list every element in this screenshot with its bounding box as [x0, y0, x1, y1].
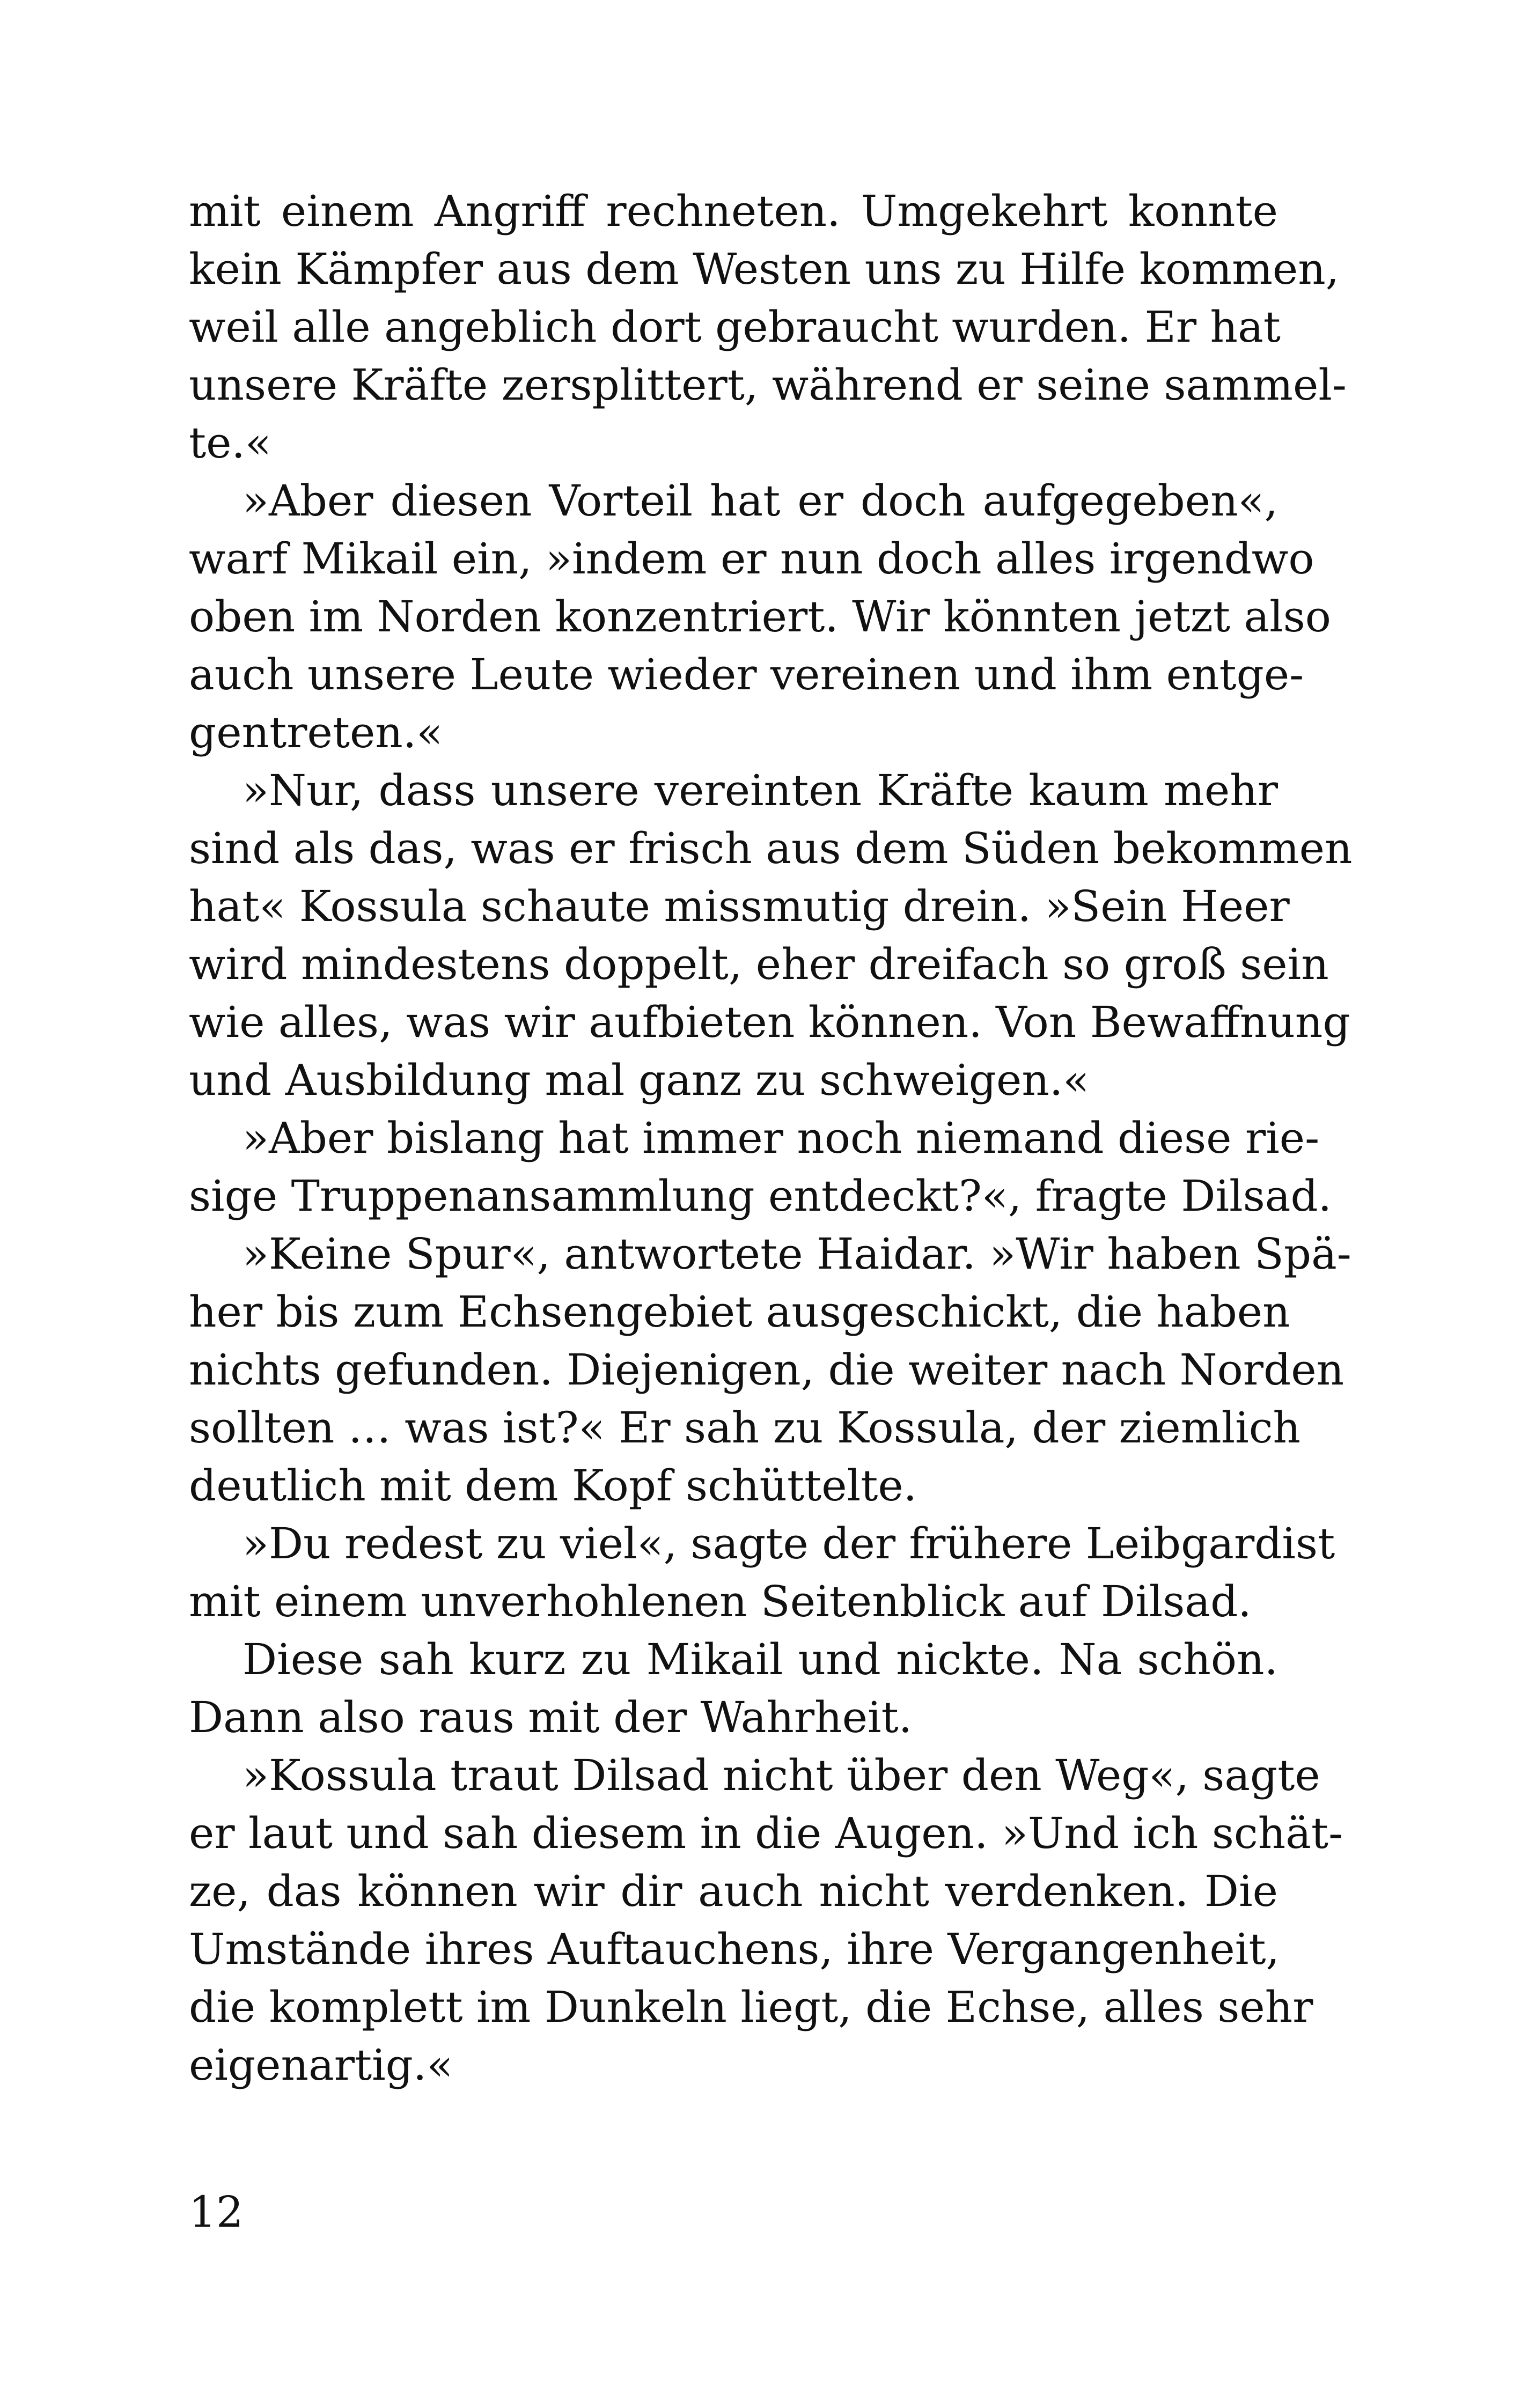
text-line: »Du redest zu viel«, sagte der frühere Leibgardist [243, 1519, 1335, 1568]
text-line: und Ausbildung mal ganz zu schweigen.« [189, 1055, 1090, 1105]
text-line: oben im Norden konzentriert. Wir könnten jetzt also [189, 592, 1331, 642]
text-line: te.« [189, 418, 271, 468]
text-line: sind als das, was er frisch aus dem Süden bekommen [189, 823, 1353, 873]
text-line: Dann also raus mit der Wahrheit. [189, 1692, 913, 1742]
text-line: mit einem unverhohlenen Seitenblick auf Dilsad. [189, 1577, 1252, 1626]
text-line: eigenartig.« [189, 2040, 453, 2090]
text-line: ze, das können wir dir auch nicht verdenken. Die [189, 1866, 1278, 1916]
text-line: »Nur, dass unsere vereinten Kräfte kaum mehr [243, 765, 1278, 815]
text-line: »Aber bislang hat immer noch niemand diese rie- [243, 1113, 1320, 1163]
text-line: »Aber diesen Vorteil hat er doch aufgegeben«, [243, 476, 1278, 526]
page-number: 12 [189, 2187, 244, 2237]
text-line: »Kossula traut Dilsad nicht über den Weg«, sagte [243, 1750, 1320, 1800]
text-line: sollten … was ist?« Er sah zu Kossula, der ziemlich [189, 1403, 1301, 1453]
text-line: deutlich mit dem Kopf schüttelte. [189, 1461, 917, 1511]
text-line: weil alle angeblich dort gebraucht wurden. Er hat [189, 302, 1281, 352]
text-line: auch unsere Leute wieder vereinen und ihm entge- [189, 650, 1304, 699]
text-line: Diese sah kurz zu Mikail und nickte. Na schön. [243, 1634, 1278, 1684]
text-line: hat« Kossula schaute missmutig drein. »Sein Heer [189, 881, 1290, 931]
text-line: sige Truppenansammlung entdeckt?«, fragte Dilsad. [189, 1171, 1332, 1221]
text-line: nichts gefunden. Diejenigen, die weiter nach Norden [189, 1345, 1344, 1395]
body-text [189, 182, 1353, 2094]
text-line: mit einem Angriff rechneten. Umgekehrt konnte [189, 186, 1278, 236]
text-line: die komplett im Dunkeln liegt, die Echse, alles sehr [189, 1982, 1313, 2032]
text-line: Umstände ihres Auftauchens, ihre Vergangenheit, [189, 1924, 1280, 1974]
text-line: gentreten.« [189, 708, 443, 757]
text-line: kein Kämpfer aus dem Westen uns zu Hilfe kommen, [189, 244, 1340, 294]
text-line: warf Mikail ein, »indem er nun doch alles irgendwo [189, 534, 1314, 584]
text-line: er laut und sah diesem in die Augen. »Und ich schät- [189, 1808, 1343, 1858]
text-line: wird mindestens doppelt, eher dreifach so groß sein [189, 939, 1329, 989]
text-line: her bis zum Echsengebiet ausgeschickt, die haben [189, 1287, 1290, 1337]
text-line: unsere Kräfte zersplittert, während er seine sammel- [189, 360, 1347, 410]
text-line: »Keine Spur«, antwortete Haidar. »Wir haben Spä- [243, 1229, 1351, 1279]
text-line: wie alles, was wir aufbieten können. Von Bewaffnung [189, 997, 1350, 1047]
